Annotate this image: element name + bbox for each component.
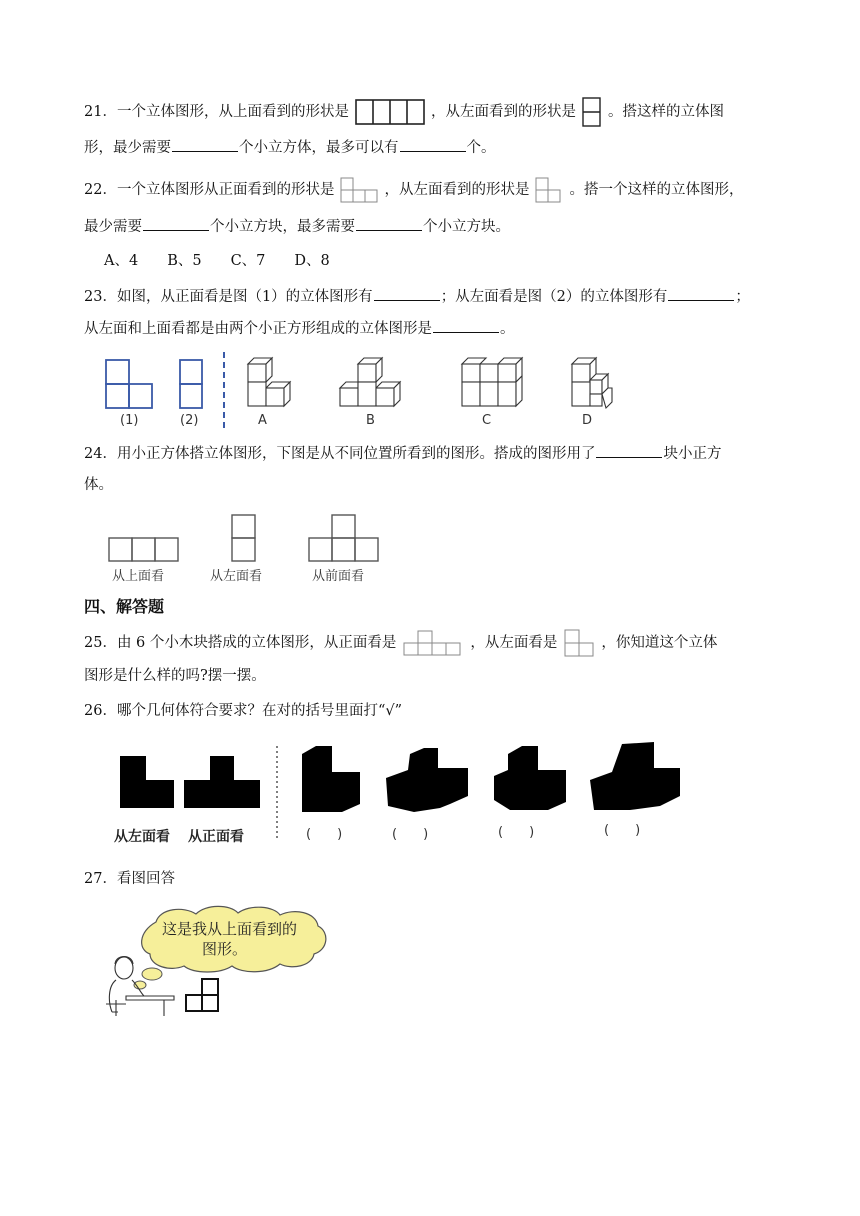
answer-blank[interactable] — [356, 216, 422, 231]
section-title: 四、解答题 — [84, 597, 165, 616]
left-view-two-stacked-icon — [582, 97, 602, 127]
q24-figure — [100, 508, 400, 588]
q25-text: ，你知道这个立体 — [601, 635, 718, 651]
top-view-four-squares-icon — [355, 99, 425, 125]
front-view-silhouette — [184, 756, 260, 808]
solid-option-4 — [590, 742, 680, 810]
thought-bubble — [134, 906, 326, 989]
q22-line2 — [84, 216, 510, 237]
q23-text: 。 — [500, 321, 515, 337]
q21-line1 — [84, 97, 724, 127]
q26-text: 26．哪个几何体符合要求？在对的括号里面打“√” — [84, 703, 403, 719]
caption-C: C — [482, 413, 492, 428]
front-view-shape-icon — [402, 629, 464, 657]
answer-paren-1[interactable]: ( ) — [306, 827, 343, 842]
front-view-shape-icon — [340, 177, 378, 203]
bubble-text-line2: 图形。 — [202, 940, 248, 958]
caption-A: A — [258, 413, 267, 428]
q26-figure — [110, 738, 700, 850]
q22-text: ，从左面看到的形状是 — [384, 182, 530, 198]
caption-front-view: 从前面看 — [312, 569, 365, 584]
q25-line1 — [84, 628, 717, 658]
q23-text: ；从左面看是图（2）的立体图形有 — [440, 289, 668, 305]
solid-D — [572, 358, 612, 408]
caption-1: (1) — [120, 413, 139, 428]
q27-text: 27．看图回答 — [84, 871, 175, 887]
q24-text: 块小正方 — [663, 446, 722, 462]
answer-blank[interactable] — [400, 137, 466, 152]
caption-left-view: 从左面看 — [210, 569, 263, 584]
q25-text: 图形是什么样的吗?摆一摆。 — [84, 668, 266, 684]
q22-text: 个小立方块。 — [423, 219, 510, 235]
q23-line2 — [84, 318, 515, 339]
answer-paren-4[interactable]: ( ) — [604, 823, 641, 838]
answer-blank[interactable] — [172, 137, 238, 152]
top-view-shape — [109, 538, 178, 561]
left-view-shape — [232, 515, 255, 561]
caption-top-view: 从上面看 — [112, 569, 165, 584]
solid-option-1 — [302, 746, 360, 812]
q27-figure — [104, 904, 334, 1020]
answer-blank[interactable] — [596, 443, 662, 458]
view-1-shape — [106, 360, 152, 408]
q23-text: 从左面和上面看都是由两个小正方形组成的立体图形是 — [84, 321, 432, 337]
answer-blank[interactable] — [143, 216, 209, 231]
left-view-shape-icon — [563, 628, 595, 658]
q22-text: 。搭一个这样的立体图形， — [569, 182, 744, 198]
q22-text: 最少需要 — [84, 219, 142, 235]
q22-line1 — [84, 177, 743, 203]
options-text: A、4 B、5 C、7 D、8 — [104, 253, 330, 269]
q24-line1 — [84, 443, 721, 464]
caption-2: (2) — [180, 413, 199, 428]
bubble-text-line1: 这是我从上面看到的 — [162, 920, 298, 938]
q22-text: 个小立方块，最多需要 — [210, 219, 355, 235]
q23-text: 23．如图，从正面看是图（1）的立体图形有 — [84, 289, 373, 305]
solid-option-3 — [494, 746, 566, 810]
q24-text: 24．用小正方体搭立体图形，下图是从不同位置所看到的图形。搭成的图形用了 — [84, 446, 596, 462]
q21-text: 形，最少需要 — [84, 140, 171, 156]
left-view-silhouette — [120, 756, 174, 808]
front-view-shape — [309, 515, 378, 561]
q21-text: 个小立方体，最多可以有 — [239, 140, 399, 156]
q23-figure — [100, 350, 640, 432]
q26-line1 — [84, 701, 402, 721]
caption-B: B — [366, 413, 375, 428]
view-2-shape — [180, 360, 202, 408]
q23-text: ； — [735, 289, 750, 305]
caption-left-view: 从左面看 — [114, 829, 170, 845]
q22-text: 22．一个立体图形从正面看到的形状是 — [84, 182, 335, 198]
answer-blank[interactable] — [374, 286, 440, 301]
caption-D: D — [582, 413, 593, 428]
q25-text: 25．由 6 个小木块搭成的立体图形，从正面看是 — [84, 635, 397, 651]
q21-line2 — [84, 137, 496, 158]
answer-paren-2[interactable]: ( ) — [392, 827, 429, 842]
answer-blank[interactable] — [433, 318, 499, 333]
q22-options — [104, 251, 330, 271]
solid-C — [462, 358, 522, 406]
left-view-shape-icon — [535, 177, 563, 203]
q24-text: 体。 — [84, 477, 113, 493]
q23-line1 — [84, 286, 750, 307]
answer-blank[interactable] — [668, 286, 734, 301]
solid-B — [340, 358, 400, 406]
q25-line2 — [84, 666, 266, 686]
q27-line1 — [84, 869, 175, 889]
solid-option-2 — [386, 748, 468, 812]
q21-text: ，从左面看到的形状是 — [430, 104, 576, 120]
top-view-shape — [186, 979, 218, 1011]
caption-front-view: 从正面看 — [188, 829, 244, 845]
q21-text: 。搭这样的立体图 — [607, 104, 724, 120]
q24-line2 — [84, 475, 113, 495]
q21-text: 21．一个立体图形，从上面看到的形状是 — [84, 104, 349, 120]
answer-paren-3[interactable]: ( ) — [498, 825, 535, 840]
solid-A — [248, 358, 290, 406]
q25-text: ，从左面看是 — [470, 635, 558, 651]
q21-text: 个。 — [466, 140, 496, 156]
